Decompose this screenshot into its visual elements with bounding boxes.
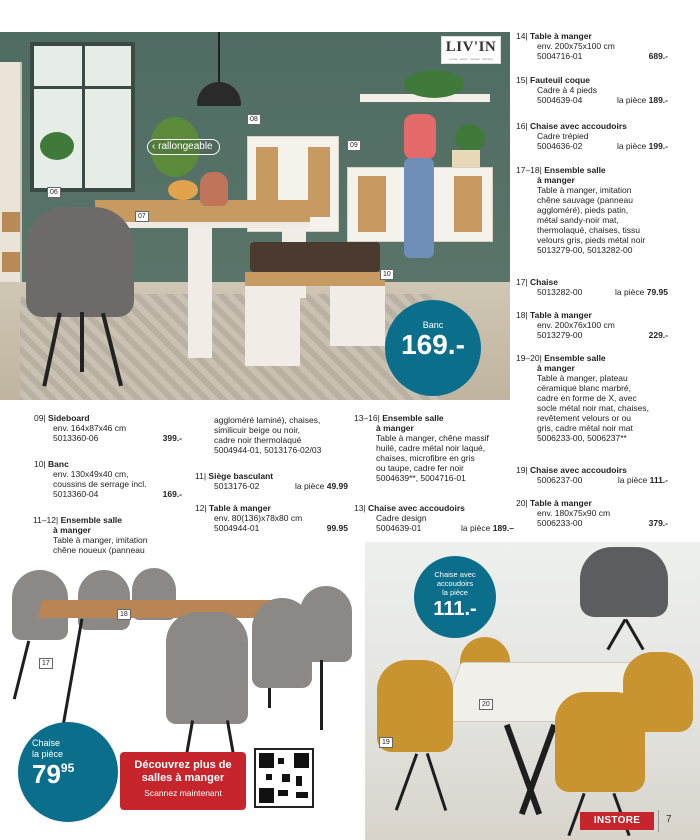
chair-leg [320, 660, 323, 730]
item-19-20 [516, 353, 676, 443]
lowboard-door [358, 176, 386, 232]
item-10 [34, 459, 182, 499]
item-line: env. 200x76x100 cm [537, 320, 615, 330]
item-line: gris, cadre métal noir mat [537, 423, 633, 433]
item-price: 199.- [648, 141, 668, 151]
badge-cents: 95 [60, 761, 75, 775]
item-ref: 5006237-00 [537, 475, 583, 485]
item-title: Table à manger [530, 31, 592, 41]
item-num: 17| [516, 277, 528, 287]
fruit-bowl [168, 180, 198, 200]
table-leg [188, 228, 212, 358]
bench-cushion [250, 242, 380, 272]
item-tag-07: 07 [135, 211, 149, 222]
item-ref: 5013360-04 [53, 489, 99, 499]
item-title-2: à manger [53, 525, 91, 535]
item-line: aggloméré laminé), chaises, [214, 415, 321, 425]
item-num: 17–18| [516, 165, 542, 175]
badge-line: la pièce [32, 749, 64, 759]
item-per: la pièce [617, 475, 648, 485]
extendable-label [147, 139, 220, 155]
item-num: 10| [34, 459, 46, 469]
chair-leg [606, 619, 626, 651]
qr-finder [294, 753, 309, 768]
qr-code-icon[interactable] [254, 748, 314, 808]
room-window [30, 42, 135, 192]
item-ref: 5004716-01 [537, 51, 583, 61]
livin-logo [441, 36, 501, 64]
item-title-2: à manger [537, 363, 575, 373]
item-title-2: à manger [537, 175, 575, 185]
item-title: Chaise avec accoudoirs [530, 121, 627, 131]
gray-chair [300, 586, 352, 662]
item-title: Ensemble salle [544, 165, 606, 175]
bench-leg [330, 286, 385, 346]
person-legs [404, 158, 434, 258]
shelf-drawer [2, 212, 20, 232]
item-num: 16| [516, 121, 528, 131]
qr-module [278, 790, 288, 796]
chaise-accoudoirs-price-badge [414, 556, 496, 638]
item-price: 99.95 [326, 523, 348, 533]
item-tag-18: 18 [117, 609, 131, 620]
item-line: Table à manger, imitation [53, 535, 148, 545]
item-num: 19| [516, 465, 528, 475]
item-num: 18| [516, 310, 528, 320]
item-17-18 [516, 165, 676, 255]
item-ref: 5004639-04 [537, 95, 583, 105]
item-num: 20| [516, 498, 528, 508]
item-per: la pièce [461, 523, 491, 533]
item-num: 12| [195, 503, 207, 513]
item-title: Chaise avec accoudoirs [368, 503, 465, 513]
item-price: 689.- [648, 51, 668, 61]
banc-price-label: Banc [422, 320, 444, 330]
item-price: 111.- [649, 475, 668, 485]
item-line: env. 130x49x40 cm, [53, 469, 129, 479]
badge-line: Chaise [32, 738, 61, 748]
item-ref: 5004944-01 [214, 523, 260, 533]
qr-module [266, 774, 272, 780]
item-ref: 5013360-06 [53, 433, 99, 443]
item-title: Table à manger [530, 498, 592, 508]
item-line: Cadre design [376, 513, 427, 523]
item-title: Table à manger [530, 310, 592, 320]
person [404, 114, 436, 160]
item-ref: 5004636-02 [537, 141, 583, 151]
item-price: 79.95 [646, 287, 668, 297]
chair-leg [13, 641, 30, 700]
item-line: ou taupe, cadre fer noir [376, 463, 464, 473]
banc-price-amount: 169.- [401, 329, 465, 360]
item-11 [195, 471, 348, 491]
item-num: 11–12| [33, 515, 59, 525]
shelf-drawer [2, 252, 20, 272]
promo-line-2: salles à manger [141, 772, 225, 784]
armchair [26, 207, 134, 317]
item-line: cadre en forme de X, avec [537, 393, 637, 403]
item-num: 11| [195, 471, 207, 481]
item-ref: 5013176-02 [214, 481, 260, 491]
item-line: Cadre trépied [537, 131, 589, 141]
item-line: 5004944-01, 5013176-02/03 [214, 445, 322, 455]
item-line: env. 80(136)x78x80 cm [214, 513, 303, 523]
item-title: Siège basculant [208, 471, 274, 481]
chair-leg [80, 312, 84, 372]
instore-logo: INSTORE [580, 812, 654, 830]
item-line: thermolaqué, chaises, tissu [537, 225, 640, 235]
item-title: Sideboard [48, 413, 90, 423]
item-price: 189.- [648, 95, 668, 105]
item-title: Ensemble salle [544, 353, 606, 363]
pendant-lamp-cord [218, 32, 220, 84]
item-price: 399.- [162, 433, 182, 443]
item-19 [516, 465, 668, 485]
item-tag-06: 06 [47, 187, 61, 198]
badge-line: Chaise avec [434, 570, 476, 579]
item-num: 13–16| [354, 413, 380, 423]
chair-leg [426, 753, 447, 811]
item-per: la pièce [616, 141, 647, 151]
item-18 [516, 310, 668, 340]
plant-pot [452, 150, 480, 168]
gray-chair [166, 612, 248, 724]
item-num: 15| [516, 75, 528, 85]
item-price: 49.99 [326, 481, 348, 491]
gray-armchair [580, 547, 668, 617]
item-11-12-continued [195, 415, 350, 455]
item-line: env. 200x75x100 cm [537, 41, 615, 51]
qr-module [296, 792, 308, 798]
logo-wordmark: LIV'IN [445, 39, 497, 55]
item-11-12 [33, 515, 193, 555]
logo-tagline: Living · Home · Design · Dinning [449, 57, 493, 61]
item-line: env. 164x87x46 cm [53, 423, 127, 433]
lowboard-door [454, 176, 482, 232]
badge-line: la pièce [442, 588, 468, 597]
gold-armchair [555, 692, 645, 792]
page-number: 7 [666, 814, 672, 825]
badge-amount: 79 [32, 759, 61, 789]
item-17 [516, 277, 668, 297]
qr-finder [259, 753, 274, 768]
item-tag-08: 08 [247, 114, 261, 125]
item-price: 169.- [162, 489, 182, 499]
bench-leg [245, 286, 300, 366]
left-shelf [0, 62, 22, 292]
pendant-lamp [197, 82, 241, 106]
item-title: Chaise avec accoudoirs [530, 465, 627, 475]
item-line: 5004639**, 5004716-01 [376, 473, 466, 483]
item-ref: 5013279-00 [537, 330, 583, 340]
item-per: la pièce [616, 95, 647, 105]
item-ref: 5004639-01 [376, 523, 422, 533]
item-15 [516, 75, 668, 105]
chevron-left-icon: ‹ [152, 141, 156, 152]
item-num: 14| [516, 31, 528, 41]
item-price: 379.- [648, 518, 668, 528]
item-line: chêne sauvage (panneau [537, 195, 633, 205]
chaise-price-badge [18, 722, 118, 822]
promo-banner[interactable] [120, 752, 246, 810]
item-line: aggloméré), pieds patin, [537, 205, 629, 215]
item-title: Table à manger [209, 503, 271, 513]
bench-seat [245, 272, 385, 286]
shelf-plant [404, 70, 464, 98]
item-line: Table à manger, plateau [537, 373, 628, 383]
item-14 [516, 31, 668, 61]
item-num: 19–20| [516, 353, 542, 363]
item-title-2: à manger [376, 423, 414, 433]
item-tag-17: 17 [39, 658, 53, 669]
item-line: velours gris, pieds métal noir [537, 235, 646, 245]
item-title: Fauteuil coque [530, 75, 591, 85]
item-num: 13| [354, 503, 366, 513]
window-plant [40, 132, 74, 160]
qr-module [282, 774, 290, 782]
lowboard-plant [455, 124, 485, 152]
item-title: Ensemble salle [382, 413, 444, 423]
chair-leg [624, 619, 644, 651]
qr-module [296, 776, 302, 786]
promo-line-3: Scannez maintenant [144, 788, 222, 798]
item-line: chêne noueux (panneau [53, 545, 145, 555]
item-line: similicuir beige ou noir, [214, 425, 300, 435]
banc-price-badge [385, 300, 481, 396]
item-tag-10: 10 [380, 269, 394, 280]
item-line: Cadre à 4 pieds [537, 85, 598, 95]
item-per: la pièce [615, 287, 645, 297]
item-line: cadre noir thermolaqué [214, 435, 302, 445]
item-line: 5006233-00, 5006237** [537, 433, 627, 443]
sideboard-door [308, 147, 330, 217]
item-line: revêtement velours or ou [537, 413, 632, 423]
badge-amount: 111.- [433, 598, 477, 620]
item-price: 229.- [648, 330, 668, 340]
item-tag-19: 19 [379, 737, 393, 748]
item-ref: 5013282-00 [537, 287, 583, 297]
footer-divider [658, 810, 659, 832]
item-title: Chaise [530, 277, 558, 287]
vase [200, 172, 228, 206]
badge-line: accoudoirs [436, 579, 474, 588]
item-line: Table à manger, imitation [537, 185, 632, 195]
item-16 [516, 121, 668, 151]
item-line: Table à manger, chêne massif [376, 433, 489, 443]
item-20 [516, 498, 668, 528]
item-line: huilé, cadre métal noir laqué, [376, 443, 486, 453]
item-title: Ensemble salle [60, 515, 123, 525]
item-line: métal sandy-noir mat, [537, 215, 619, 225]
item-line: env. 180x75x90 cm [537, 508, 611, 518]
item-line: céramique blanc marbré, [537, 383, 632, 393]
chair-leg [395, 753, 418, 810]
item-line: socle métal noir mat, chaises, [537, 403, 649, 413]
item-num: 09| [34, 413, 46, 423]
item-price: 189.– [492, 523, 514, 533]
item-title: Banc [48, 459, 69, 469]
item-line: coussins de serrage incl. [53, 479, 147, 489]
item-tag-09: 09 [347, 140, 361, 151]
qr-module [278, 758, 284, 764]
item-09 [34, 413, 182, 443]
item-line: 5013279-00, 5013282-00 [537, 245, 633, 255]
pill-text: rallongeable [158, 141, 213, 152]
qr-finder [259, 788, 274, 803]
item-line: chaises, microfibre en gris [376, 453, 475, 463]
item-per: la pièce [295, 481, 325, 491]
item-tag-20: 20 [479, 699, 493, 710]
item-12 [195, 503, 348, 533]
item-13-16 [354, 413, 514, 483]
item-ref: 5006233-00 [537, 518, 583, 528]
item-13 [354, 503, 514, 533]
promo-line-1: Découvrez plus de [134, 759, 232, 771]
